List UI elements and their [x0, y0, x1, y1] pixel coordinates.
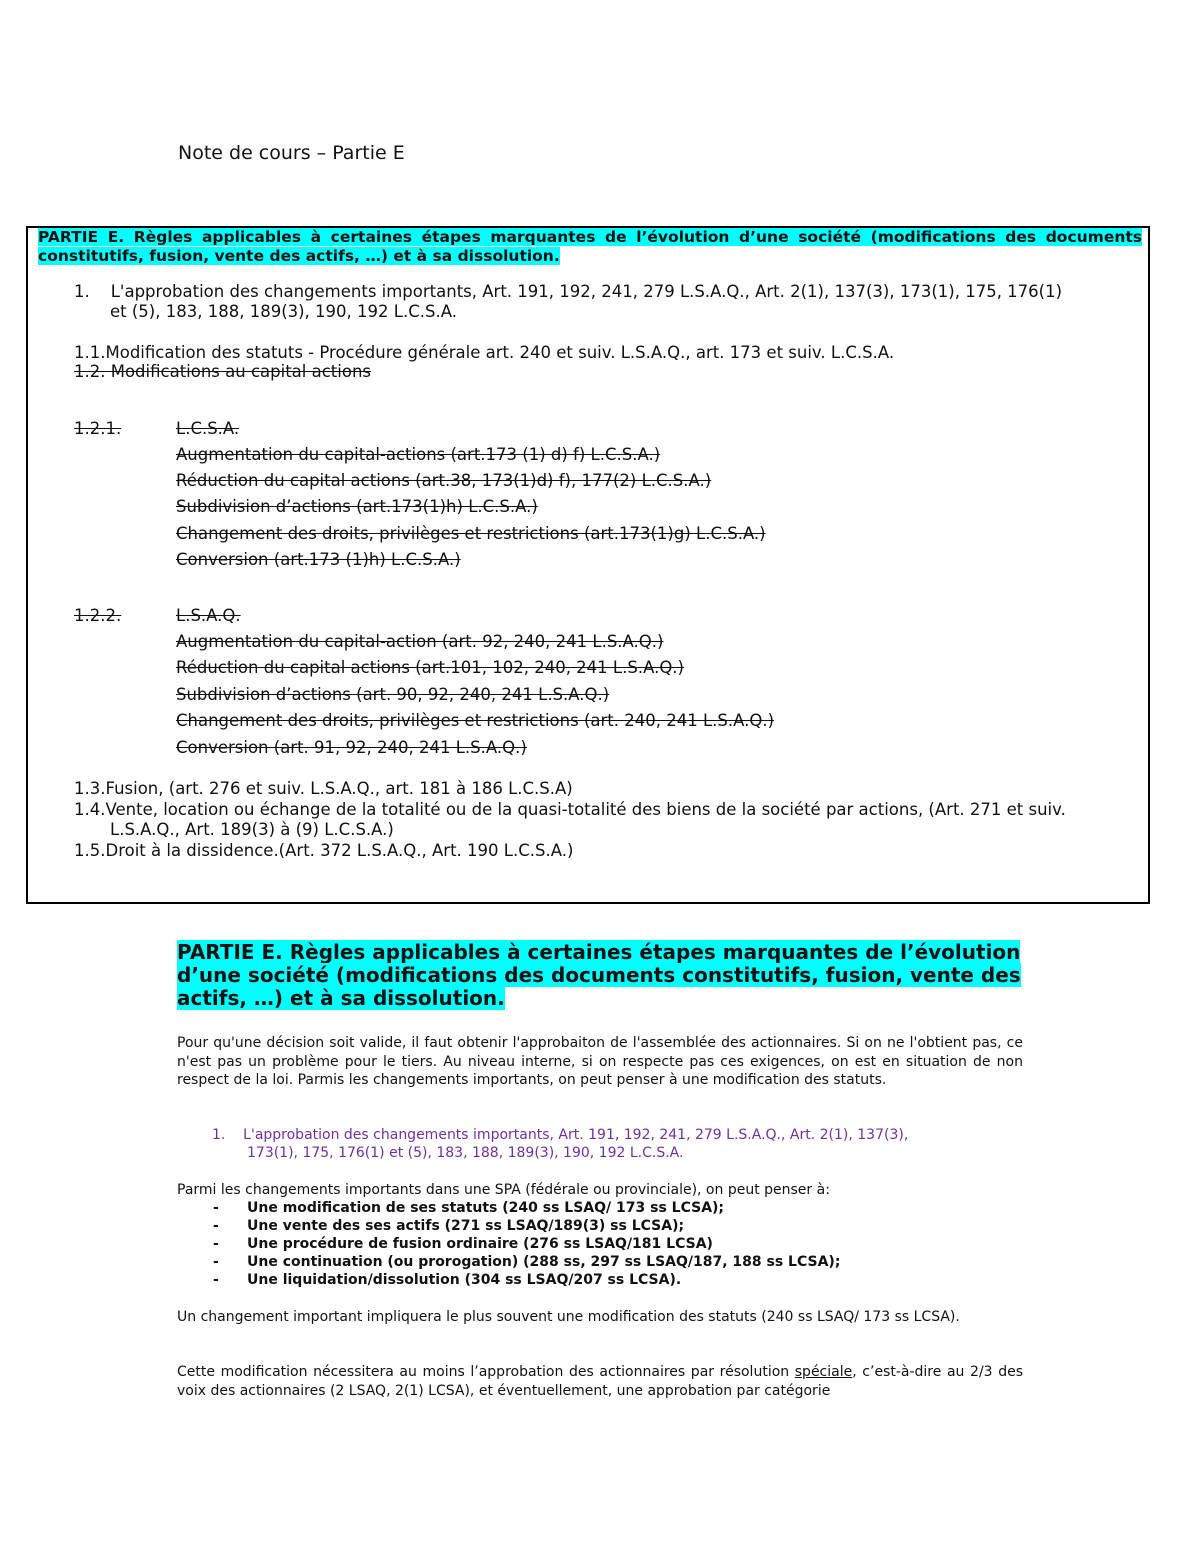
item-number: 1.: [74, 282, 90, 301]
box-title: [38, 228, 1142, 266]
bullet-text: Une procédure de fusion ordinaire (276 ss LSAQ/181 LCSA): [247, 1236, 713, 1252]
changes-intro: Parmi les changements importants dans une SPA (fédérale ou provinciale), on peut penser à:: [177, 1182, 830, 1198]
lcsa-list-item: Augmentation du capital-actions (art.173 (1) d) f) L.C.S.A.): [176, 445, 661, 464]
item-number: 1.: [212, 1127, 226, 1143]
bullet-dash: -: [213, 1200, 219, 1216]
box-item-1-2-2-label: L.S.A.Q.: [176, 606, 241, 625]
bullet-dash: -: [213, 1218, 219, 1234]
box-corner: [26, 226, 36, 228]
box-item-1: [74, 281, 1062, 302]
modification-text: Cette modification nécessitera au moins l’approbation des actionnaires par résolution: [177, 1364, 795, 1380]
bullet-dash: -: [213, 1272, 219, 1288]
box-item-1-2-1-label: L.C.S.A.: [176, 419, 240, 438]
bullet-dash: -: [213, 1236, 219, 1252]
bullet-text: Une vente des ses actifs (271 ss LSAQ/189(3) ss LCSA);: [247, 1218, 685, 1234]
intro-paragraph: Pour qu'une décision soit valide, il faut obtenir l'approbaiton de l'assemblée des actionnaires. Si on ne l'obtient pas, ce n'est pas un problème pour le tiers. Au niveau interne, si on respecte pas ces exigences, on est en situation de non respect de la loi. Parmis les changements importants, on peut penser à une modification des statuts.: [177, 1035, 1023, 1088]
section-title: [177, 941, 1027, 1010]
lsaq-list-item: Réduction du capital actions (art.101, 102, 240, 241 L.S.A.Q.): [176, 658, 684, 677]
box-item-1-4: 1.4.Vente, location ou échange de la totalité ou de la quasi-totalité des biens de la société par actions, (Art. 271 et suiv.: [74, 800, 1066, 819]
modification-paragraph: [177, 1363, 1023, 1400]
change-paragraph: Un changement important impliquera le plus souvent une modification des statuts (240 ss LSAQ/ 173 ss LCSA).: [177, 1309, 960, 1325]
box-title-text: PARTIE E. Règles applicables à certaines étapes marquantes de l’évolution d’une société (modifications des documents constitutifs, fusion, vente des actifs, …) et à sa dissolution.: [38, 228, 1142, 265]
box-item-1-cont: et (5), 183, 188, 189(3), 190, 192 L.C.S.A.: [110, 302, 457, 321]
page-header: Note de cours – Partie E: [178, 142, 405, 164]
approval-item: [212, 1126, 1012, 1145]
bullet-text: Une continuation (ou prorogation) (288 ss, 297 ss LSAQ/187, 188 ss LCSA);: [247, 1254, 841, 1270]
lcsa-list-item: Réduction du capital actions (art.38, 173(1)d) f), 177(2) L.C.S.A.): [176, 471, 712, 490]
bullet-item: [213, 1235, 713, 1253]
bullet-item: [213, 1199, 724, 1217]
lcsa-list-item: Changement des droits, privilèges et restrictions (art.173(1)g) L.C.S.A.): [176, 524, 766, 543]
lcsa-list-item: Conversion (art.173 (1)h) L.C.S.A.): [176, 550, 461, 569]
lsaq-list-item: Augmentation du capital-action (art. 92, 240, 241 L.S.A.Q.): [176, 632, 664, 651]
section-title-text: PARTIE E. Règles applicables à certaines étapes marquantes de l’évolution d’une société (modifications des documents constitutifs, fusion, vente des actifs, …) et à sa dissolution.: [177, 940, 1021, 1010]
lsaq-list-item: Conversion (art. 91, 92, 240, 241 L.S.A.Q.): [176, 738, 527, 757]
lsaq-list-item: Subdivision d’actions (art. 90, 92, 240, 241 L.S.A.Q.): [176, 685, 610, 704]
bullet-item: [213, 1253, 840, 1271]
bullet-text: Une modification de ses statuts (240 ss LSAQ/ 173 ss LCSA);: [247, 1200, 725, 1216]
bullet-item: [213, 1217, 684, 1235]
lcsa-list-item: Subdivision d’actions (art.173(1)h) L.C.S.A.): [176, 497, 538, 516]
box-item-1-5: 1.5.Droit à la dissidence.(Art. 372 L.S.A.Q., Art. 190 L.C.S.A.): [74, 841, 574, 860]
bullet-text: Une liquidation/dissolution (304 ss LSAQ/207 ss LCSA).: [247, 1272, 682, 1288]
outline-box: [26, 226, 1150, 904]
lsaq-list-item: Changement des droits, privilèges et restrictions (art. 240, 241 L.S.A.Q.): [176, 711, 775, 730]
item-text: L'approbation des changements importants, Art. 191, 192, 241, 279 L.S.A.Q., Art. 2(1), 137(3),: [243, 1127, 909, 1143]
box-item-1-3: 1.3.Fusion, (art. 276 et suiv. L.S.A.Q., art. 181 à 186 L.C.S.A): [74, 779, 573, 798]
box-item-1-2-2-num: 1.2.2.: [74, 606, 122, 625]
underlined-term: spéciale: [794, 1364, 853, 1380]
approval-item-cont: 173(1), 175, 176(1) et (5), 183, 188, 189(3), 190, 192 L.C.S.A.: [247, 1145, 684, 1161]
box-item-1-2: 1.2. Modifications au capital actions: [74, 362, 371, 381]
item-text: L'approbation des changements importants, Art. 191, 192, 241, 279 L.S.A.Q., Art. 2(1), 137(3), 173(1), 175, 176(1): [110, 282, 1063, 301]
box-item-1-2-1-num: 1.2.1.: [74, 419, 122, 438]
box-item-1-4-cont: L.S.A.Q., Art. 189(3) à (9) L.C.S.A.): [110, 820, 394, 839]
modification-text-cont: , c’est-à-dire au 2/3 des voix des actionnaires (2 LSAQ, 2(1) LCSA), et éventuellement, une approbation par catégorie: [177, 1364, 1023, 1399]
bullet-item: [213, 1271, 681, 1289]
box-item-1-1: 1.1.Modification des statuts - Procédure générale art. 240 et suiv. L.S.A.Q., art. 173 et suiv. L.C.S.A.: [74, 343, 895, 362]
bullet-dash: -: [213, 1254, 219, 1270]
